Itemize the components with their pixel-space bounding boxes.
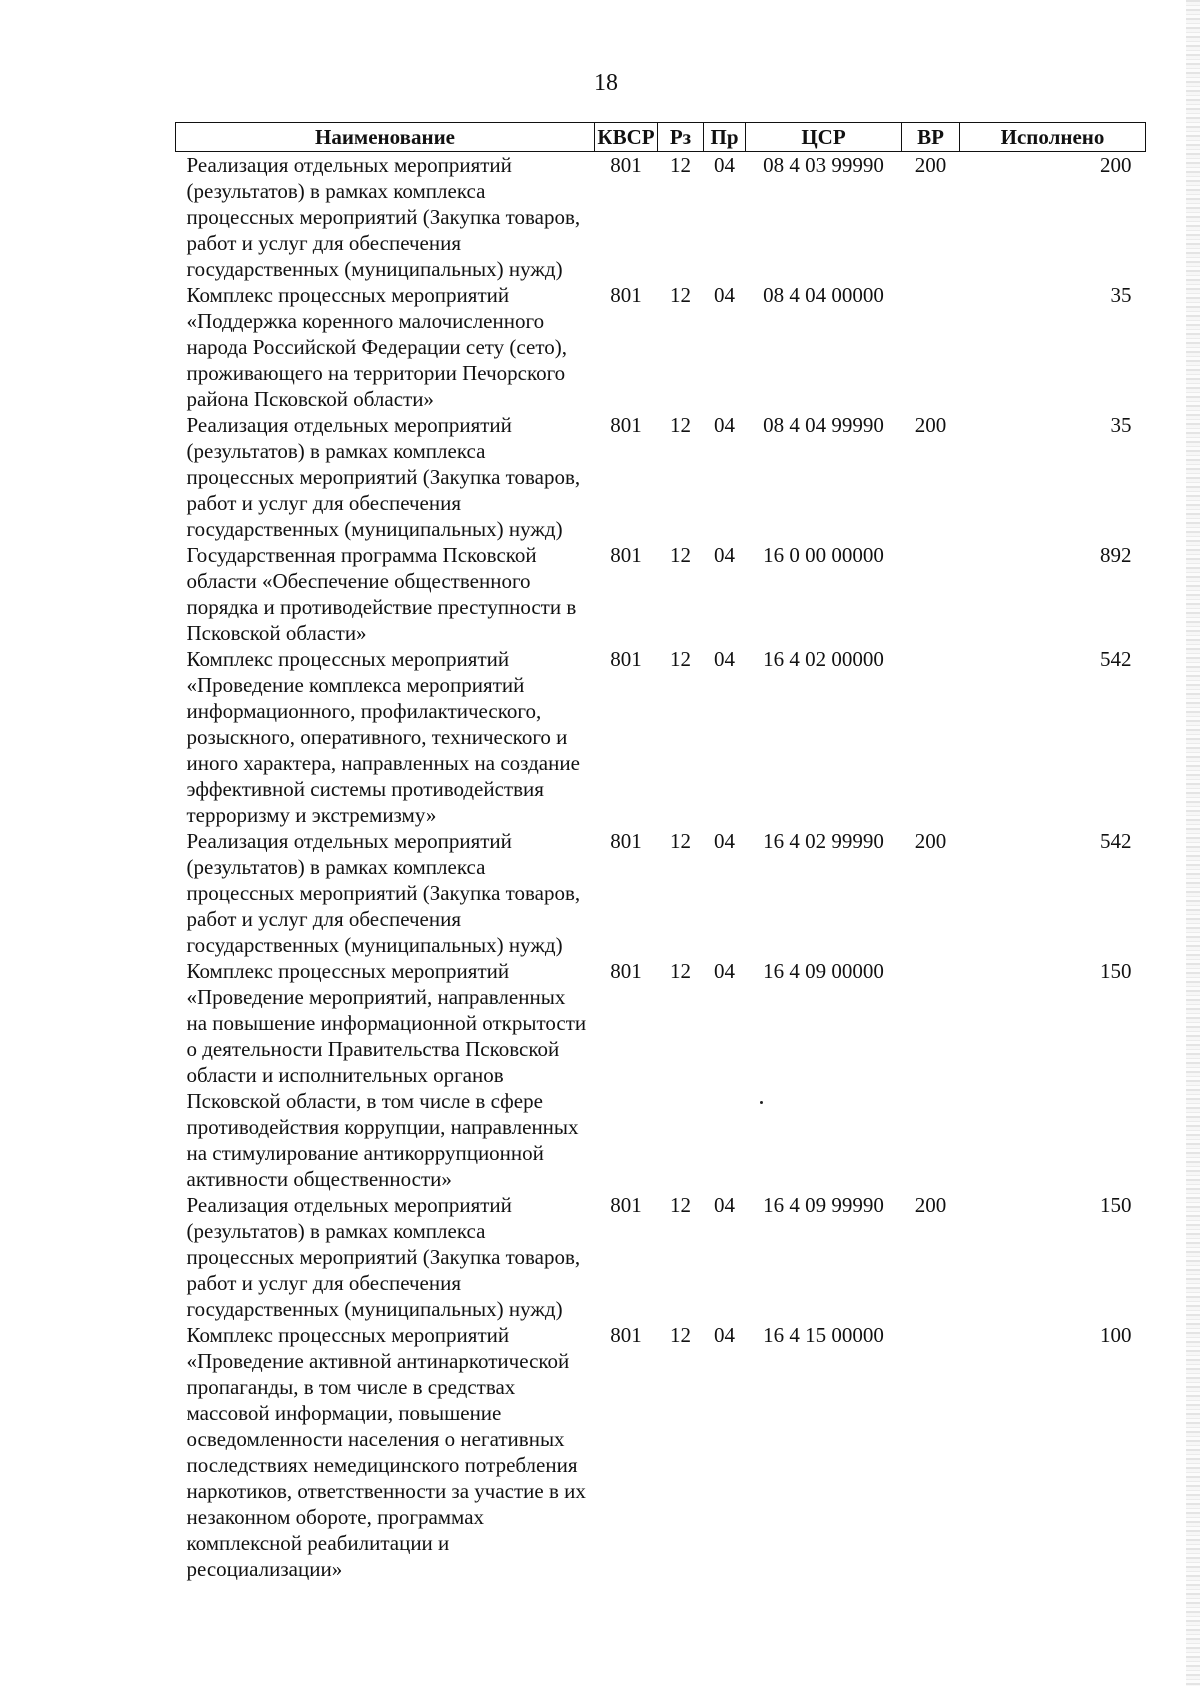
row-pr: 04 [714,1323,735,1347]
row-rz: 12 [670,829,691,853]
table-row [176,828,1146,958]
table-row [176,282,1146,412]
row-name: Реализация отдельных мероприятий (результатов) в рамках комплекса процессных мероприятий (Закупка товаров, работ и услуг для обеспечения государственных (муниципальных) нужд) [186,1193,581,1321]
page-number: 18 [594,70,618,96]
scan-speck [760,1101,763,1104]
header-pr: Пр [704,123,746,152]
row-rz: 12 [670,283,691,307]
row-csr: 08 4 04 00000 [763,283,884,307]
row-done: 892 [1100,543,1132,567]
row-kvsr: 801 [610,1193,642,1217]
row-name: Реализация отдельных мероприятий (результатов) в рамках комплекса процессных мероприятий (Закупка товаров, работ и услуг для обеспечения государственных (муниципальных) нужд) [186,153,581,281]
row-rz: 12 [670,647,691,671]
row-vr [902,1322,960,1582]
row-pr: 04 [714,1193,735,1217]
header-done: Исполнено [960,123,1146,152]
row-done: 542 [1100,647,1132,671]
row-name: Комплекс процессных мероприятий «Проведение активной антинаркотической пропаганды, в том числе в средствах массовой информации, повышение осведомленности населения о негативных последствиях немедицинского потребления наркотиков, ответственности за участие в их незаконном обороте, программах комплексной реабилитации и ресоциализации» [186,1323,586,1581]
row-pr: 04 [714,829,735,853]
row-kvsr: 801 [610,959,642,983]
row-name: Комплекс процессных мероприятий «Поддержка коренного малочисленного народа Российской Федерации сету (сето), проживающего на территории Печорского района Псковской области» [186,283,567,411]
row-name: Комплекс процессных мероприятий «Проведение комплекса мероприятий информационного, профилактического, розыскного, оперативного, технического и иного характера, направленных на создание эффективной системы противодействия терроризму и экстремизму» [186,647,580,827]
table-row [176,958,1146,1192]
row-csr: 08 4 03 99990 [763,153,884,177]
row-csr: 08 4 04 99990 [763,413,884,437]
row-kvsr: 801 [610,283,642,307]
row-csr: 16 0 00 00000 [763,543,884,567]
row-pr: 04 [714,959,735,983]
row-pr: 04 [714,153,735,177]
row-done: 100 [1100,1323,1132,1347]
header-name: Наименование [176,123,595,152]
row-pr: 04 [714,647,735,671]
row-vr [902,282,960,412]
row-vr: 200 [914,1193,947,1217]
row-pr: 04 [714,543,735,567]
row-csr: 16 4 02 99990 [763,829,884,853]
row-vr [902,646,960,828]
row-kvsr: 801 [610,153,642,177]
budget-execution-table [175,122,1146,1582]
row-vr [902,542,960,646]
table-body [176,152,1146,1583]
row-rz: 12 [670,543,691,567]
row-done: 542 [1100,829,1132,853]
row-vr: 200 [914,413,947,437]
row-done: 150 [1100,959,1132,983]
row-csr: 16 4 09 00000 [763,959,884,983]
row-csr: 16 4 09 99990 [763,1193,884,1217]
row-rz: 12 [670,153,691,177]
row-csr: 16 4 02 00000 [763,647,884,671]
header-kvsr: КВСР [595,123,658,152]
row-vr: 200 [914,829,947,853]
row-rz: 12 [670,413,691,437]
table-row [176,412,1146,542]
header-vr: ВР [902,123,960,152]
row-kvsr: 801 [610,829,642,853]
row-csr: 16 4 15 00000 [763,1323,884,1347]
table-row [176,646,1146,828]
row-done: 150 [1100,1193,1132,1217]
row-vr: 200 [914,153,947,177]
row-rz: 12 [670,1323,691,1347]
table-row [176,152,1146,283]
row-pr: 04 [714,283,735,307]
row-pr: 04 [714,413,735,437]
row-rz: 12 [670,959,691,983]
row-vr [902,958,960,1192]
row-name: Государственная программа Псковской области «Обеспечение общественного порядка и противодействие преступности в Псковской области» [186,543,577,645]
row-name: Реализация отдельных мероприятий (результатов) в рамках комплекса процессных мероприятий (Закупка товаров, работ и услуг для обеспечения государственных (муниципальных) нужд) [186,829,581,957]
row-name: Реализация отдельных мероприятий (результатов) в рамках комплекса процессных мероприятий (Закупка товаров, работ и услуг для обеспечения государственных (муниципальных) нужд) [186,413,581,541]
table-row [176,542,1146,646]
header-csr: ЦСР [746,123,902,152]
row-rz: 12 [670,1193,691,1217]
table-row [176,1322,1146,1582]
header-rz: Рз [658,123,704,152]
row-done: 200 [1100,153,1132,177]
table-row [176,1192,1146,1322]
row-done: 35 [1110,283,1132,307]
row-kvsr: 801 [610,1323,642,1347]
row-kvsr: 801 [610,647,642,671]
scan-edge-noise [1186,0,1200,1686]
table-header [176,123,1146,152]
row-name: Комплекс процессных мероприятий «Проведение мероприятий, направленных на повышение информационной открытости о деятельности Правительства Псковской области и исполнительных органов Псковской области, в том числе в сфере противодействия коррупции, направленных на стимулирование антикоррупционной активности общественности» [186,959,587,1191]
row-done: 35 [1110,413,1132,437]
row-kvsr: 801 [610,543,642,567]
row-kvsr: 801 [610,413,642,437]
